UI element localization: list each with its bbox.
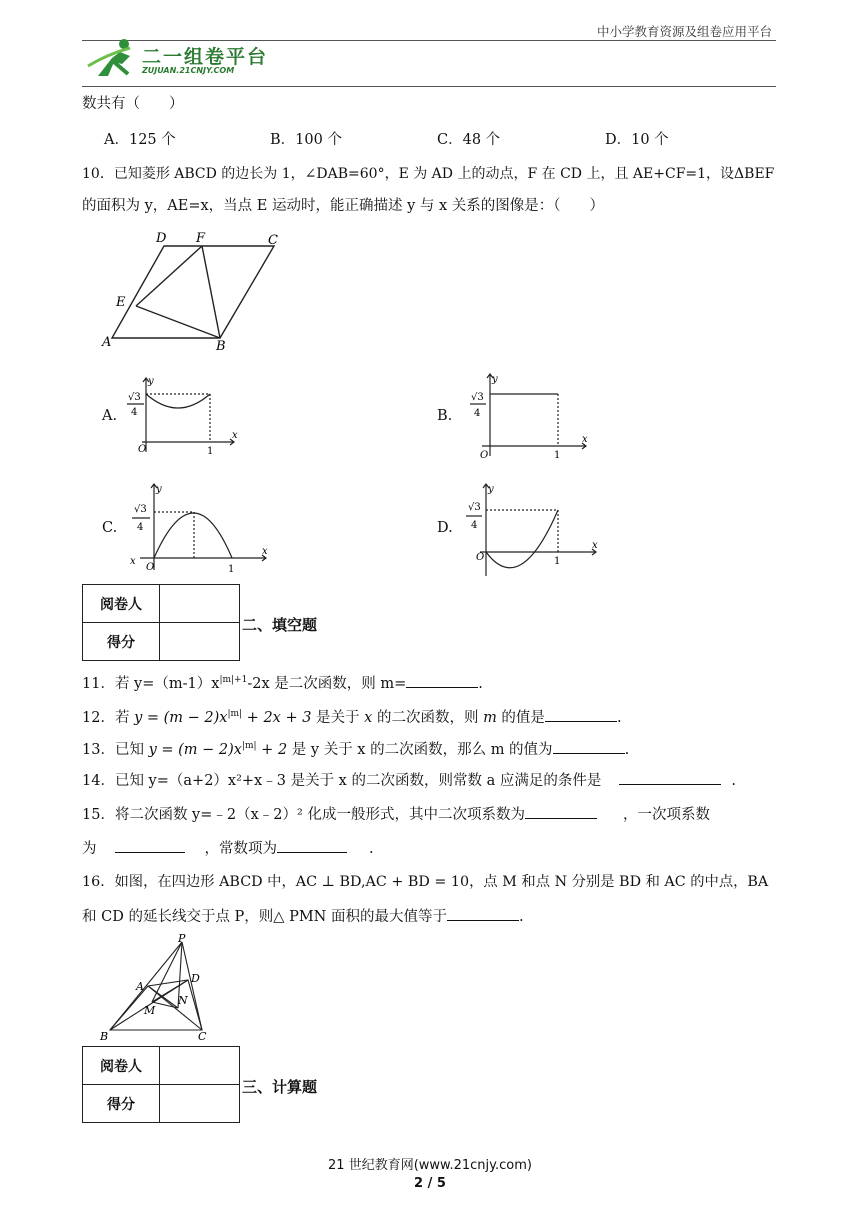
q14-text: 14．已知 y=（a+2）x²+x﹣3 是关于 x 的二次函数，则常数 a 应满足的条件是 . xyxy=(82,770,736,791)
logo-text: 二一组卷平台 xyxy=(142,46,269,68)
svg-text:D: D xyxy=(191,972,200,985)
section2-title: 二、填空题 xyxy=(242,616,318,634)
q10-rhombus-figure xyxy=(96,228,296,354)
label-e: E xyxy=(116,295,126,310)
q15-linear-blank[interactable] xyxy=(115,838,185,853)
label-c: C xyxy=(268,233,278,248)
svg-text:1: 1 xyxy=(554,556,561,567)
reviewer-cell[interactable] xyxy=(160,1047,240,1085)
svg-text:1: 1 xyxy=(228,564,235,575)
svg-text:1: 1 xyxy=(554,450,561,461)
q15-line2: 为 ，常数项为 . xyxy=(82,838,374,859)
svg-text:x: x xyxy=(232,430,238,441)
label-b: B xyxy=(216,339,226,354)
svg-text:N: N xyxy=(178,994,188,1007)
svg-text:√3: √3 xyxy=(471,392,484,403)
label-f: F xyxy=(196,231,206,246)
label-a: A xyxy=(102,335,112,350)
svg-text:√3: √3 xyxy=(468,502,481,513)
q12-text: 12．若 $y = (m - 2)x^{|m|} + 2x + 3$ 是关于 x 的二次函数，则 m 的值是 . xyxy=(82,704,622,728)
svg-text:O: O xyxy=(138,444,147,455)
header-rule-bottom xyxy=(82,86,776,87)
label-d: D xyxy=(156,231,167,246)
svg-text:A: A xyxy=(136,980,144,993)
svg-text:√3: √3 xyxy=(134,504,147,515)
q13-text: 13．已知 $y = (m - 2)x^{|m|} + 2$ 是 y 关于 x 的二次函数，那么 m 的值为 . xyxy=(82,736,629,760)
reviewer-label: 阅卷人 xyxy=(83,1047,160,1085)
q16-line1: 16．如图，在四边形 ABCD 中，AC ⊥ BD,AC + BD = 10，点 M 和点 N 分别是 BD 和 AC 的中点，BA xyxy=(82,874,769,890)
svg-text:y: y xyxy=(156,484,162,495)
svg-text:M: M xyxy=(144,1004,156,1017)
svg-text:4: 4 xyxy=(471,520,478,531)
score-label: 得分 xyxy=(83,623,160,661)
score-cell[interactable] xyxy=(160,1085,240,1123)
q10-option-b-label: B. xyxy=(437,408,453,424)
q9-tail-text: 数共有（ ） xyxy=(82,96,184,112)
q9-option-c: C．48 个 xyxy=(437,132,501,148)
q9-option-a: A．125 个 xyxy=(104,132,176,148)
q16-quadrilateral-figure xyxy=(96,932,220,1042)
q10-line1: 10．已知菱形 ABCD 的边长为 1，∠DAB=60°，E 为 AD 上的动点，F 在 CD 上，且 AE+CF=1，设ΔBEF xyxy=(82,166,775,182)
header-platform-text: 中小学教育资源及组卷应用平台 xyxy=(596,24,772,39)
q11-answer-blank[interactable] xyxy=(406,673,478,688)
graph-c xyxy=(122,478,272,576)
q15-quadratic-blank[interactable] xyxy=(525,804,597,819)
svg-text:x: x xyxy=(130,556,136,567)
q15-line1: 15．将二次函数 y=﹣2（x﹣2）² 化成一般形式，其中二次项系数为 ，一次项系数 xyxy=(82,804,710,825)
reviewer-label: 阅卷人 xyxy=(83,585,160,623)
svg-text:O: O xyxy=(476,552,485,563)
section3-title: 三、计算题 xyxy=(242,1078,318,1096)
q10-line2: 的面积为 y，AE=x，当点 E 运动时，能正确描述 y 与 x 关系的图像是：（ ） xyxy=(82,198,605,214)
footer-site: 21 世纪教育网(www.21cnjy.com) xyxy=(328,1158,532,1173)
svg-text:C: C xyxy=(198,1030,207,1042)
svg-text:4: 4 xyxy=(474,408,481,419)
svg-text:B: B xyxy=(100,1030,109,1042)
graph-a xyxy=(122,372,242,458)
svg-text:4: 4 xyxy=(137,522,144,533)
q14-answer-blank[interactable] xyxy=(619,770,721,785)
q15-constant-blank[interactable] xyxy=(277,838,347,853)
q10-option-d-label: D. xyxy=(437,520,453,536)
graph-b xyxy=(462,370,592,462)
svg-text:y: y xyxy=(492,374,498,385)
q9-option-b: B．100 个 xyxy=(270,132,342,148)
logo-url-text: ZUJUAN.21CNJY.COM xyxy=(142,66,235,75)
svg-text:x: x xyxy=(592,540,598,551)
svg-text:y: y xyxy=(148,376,154,387)
q16-answer-blank[interactable] xyxy=(447,906,519,921)
section3-grade-table xyxy=(82,1046,240,1123)
q13-answer-blank[interactable] xyxy=(553,739,625,754)
header-logo xyxy=(84,36,284,82)
q11-text: 11．若 $y=(m-1)x^{|m|+1}-2x$ 是二次函数，则 m= . xyxy=(82,670,483,694)
graph-d xyxy=(462,480,602,580)
svg-text:P: P xyxy=(178,932,186,945)
q9-option-d: D．10 个 xyxy=(605,132,669,148)
section2-grade-table xyxy=(82,584,240,661)
svg-text:√3: √3 xyxy=(128,392,141,403)
score-cell[interactable] xyxy=(160,623,240,661)
q12-answer-blank[interactable] xyxy=(545,707,617,722)
svg-text:1: 1 xyxy=(207,446,214,457)
svg-text:x: x xyxy=(262,546,268,557)
footer-page: 2 / 5 xyxy=(414,1176,446,1191)
reviewer-cell[interactable] xyxy=(160,585,240,623)
score-label: 得分 xyxy=(83,1085,160,1123)
q10-option-a-label: A. xyxy=(102,408,118,424)
svg-text:x: x xyxy=(582,434,588,445)
svg-text:O: O xyxy=(146,562,155,573)
q16-line2: 和 CD 的延长线交于点 P，则△ PMN 面积的最大值等于 . xyxy=(82,906,524,927)
runner-logo-icon xyxy=(84,36,144,82)
q10-option-c-label: C. xyxy=(102,520,118,536)
svg-text:O: O xyxy=(480,450,489,461)
svg-text:y: y xyxy=(488,484,494,495)
svg-text:4: 4 xyxy=(131,407,138,418)
